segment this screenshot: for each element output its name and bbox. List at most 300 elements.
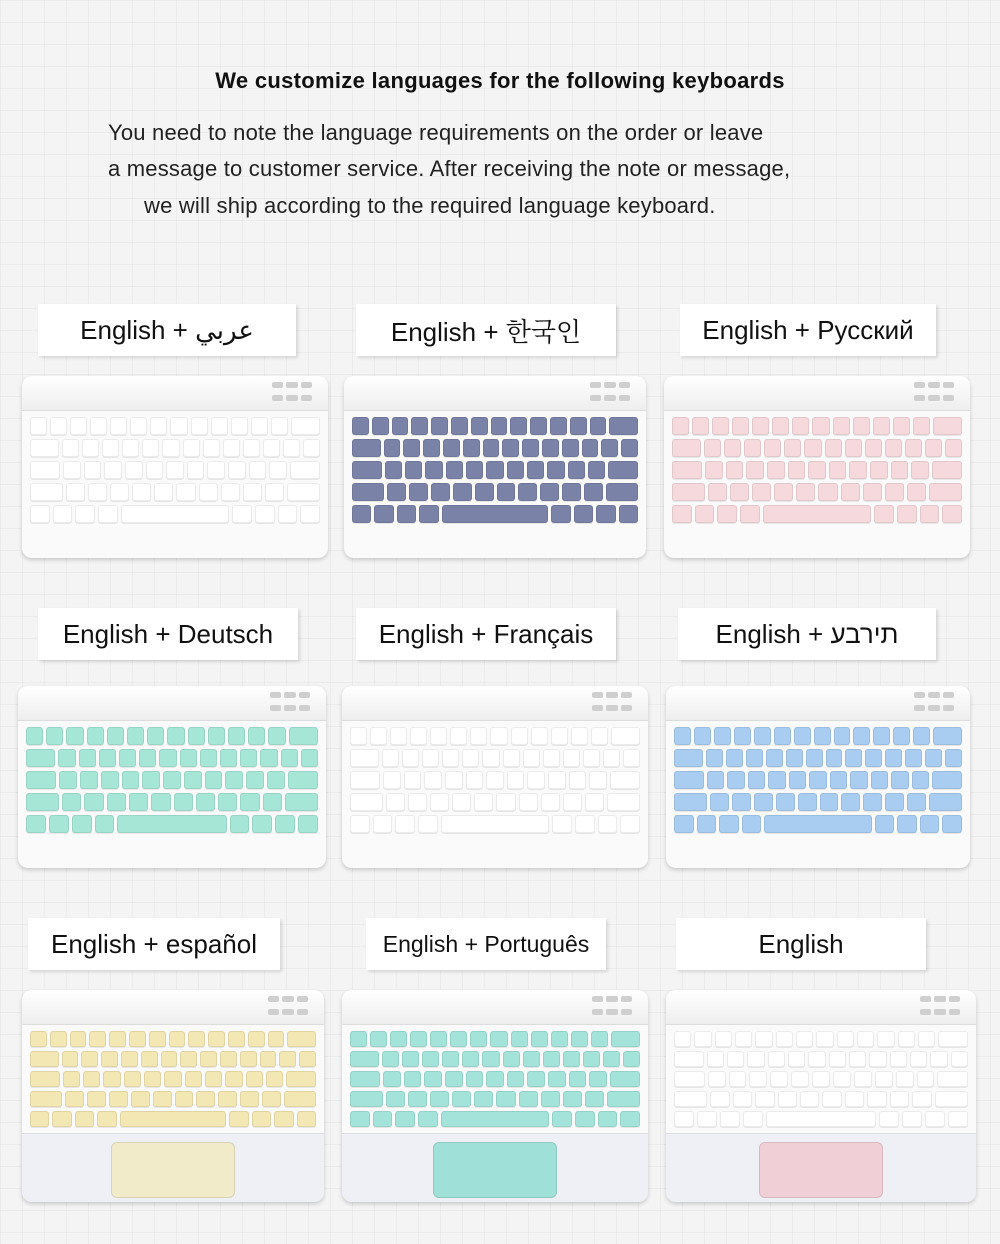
keyboard-key	[383, 1071, 401, 1087]
keyboard-key	[496, 793, 515, 811]
indicator-lights	[920, 996, 960, 1018]
keyboard-key	[798, 793, 817, 811]
keyboard-key	[743, 1111, 763, 1127]
language-label: English + Deutsch	[38, 608, 298, 660]
keyboard-top-bar	[342, 990, 648, 1025]
keyboard-image	[344, 376, 646, 558]
keyboard-key	[585, 793, 604, 811]
keyboard-key	[735, 1031, 752, 1047]
keyboard-key	[951, 1051, 968, 1067]
keyboard-key	[453, 483, 472, 501]
keyboard-key	[551, 1031, 568, 1047]
keyboard-key	[548, 1071, 566, 1087]
keyboard-image	[342, 686, 648, 868]
keyboard-key	[786, 749, 803, 767]
keyboard-key	[147, 727, 164, 745]
keyboard-key	[551, 727, 568, 745]
keyboard-key	[877, 1031, 894, 1047]
keyboard-key	[109, 1031, 126, 1047]
keyboard-key	[452, 793, 471, 811]
keyboard-key	[621, 439, 638, 457]
spacebar-key	[120, 1111, 227, 1127]
keyboard-key	[933, 727, 962, 745]
keyboard-key	[154, 483, 173, 501]
keyboard-key	[511, 727, 528, 745]
keyboard-key	[896, 1071, 914, 1087]
keyboard-key	[475, 483, 494, 501]
keyboard-key	[287, 1031, 316, 1047]
keyboard-key	[445, 771, 463, 789]
keyboard-key	[563, 793, 582, 811]
keyboard-key	[203, 439, 220, 457]
keyboard-image	[18, 686, 326, 868]
keyboard-key	[232, 505, 252, 523]
keyboard-key	[175, 1091, 194, 1107]
keyboard-key	[208, 727, 225, 745]
note-line-3: we will ship according to the required language keyboard.	[144, 193, 716, 218]
keyboard-key	[110, 483, 129, 501]
keyboard-key	[196, 1091, 215, 1107]
keyboard-key	[893, 417, 910, 435]
keyboard-key	[87, 1091, 106, 1107]
keyboard-key	[527, 771, 545, 789]
keyboard-key	[706, 749, 723, 767]
key-grid	[22, 411, 328, 529]
keyboard-key	[874, 505, 894, 523]
keyboard-key	[623, 1051, 640, 1067]
keyboard-key	[610, 771, 640, 789]
keyboard-key	[770, 1071, 788, 1087]
keyboard-key	[875, 1071, 893, 1087]
keyboard-top-bar	[666, 686, 970, 721]
key-grid	[342, 1025, 648, 1133]
keyboard-key	[913, 727, 930, 745]
keyboard-key	[387, 483, 406, 501]
keyboard-key	[267, 771, 285, 789]
keyboard-key	[710, 793, 729, 811]
spacebar-key	[117, 815, 226, 833]
spacebar-key	[442, 505, 549, 523]
language-label: English + Français	[356, 608, 616, 660]
keyboard-key	[99, 749, 116, 767]
keyboard-key	[942, 815, 962, 833]
keyboard-key	[297, 1111, 316, 1127]
keyboard-key	[268, 727, 285, 745]
keyboard-key	[845, 439, 862, 457]
keyboard-key	[121, 1051, 138, 1067]
keyboard-key	[717, 505, 737, 523]
keyboard-key	[726, 749, 743, 767]
keyboard-key	[466, 1071, 484, 1087]
keyboard-key	[350, 793, 383, 811]
keyboard-key	[26, 771, 56, 789]
keyboard-key	[278, 505, 298, 523]
keyboard-key	[623, 749, 640, 767]
spacebar-key	[441, 815, 549, 833]
keyboard-key	[543, 749, 560, 767]
keyboard-key	[788, 1051, 805, 1067]
keyboard-key	[382, 749, 399, 767]
keyboard-key	[104, 461, 122, 479]
keyboard-key	[166, 461, 184, 479]
keyboard-key	[390, 727, 407, 745]
keyboard-key	[507, 771, 525, 789]
keyboard-key	[404, 1071, 422, 1087]
key-grid	[18, 721, 326, 839]
keyboard-key	[925, 749, 942, 767]
keyboard-key	[26, 727, 43, 745]
keyboard-key	[352, 417, 369, 435]
keyboard-key	[229, 1111, 248, 1127]
keyboard-key	[747, 1051, 764, 1067]
keyboard-key	[80, 771, 98, 789]
keyboard-key	[674, 1071, 705, 1087]
keyboard-key	[350, 1091, 383, 1107]
keyboard-key	[531, 1031, 548, 1047]
keyboard-key	[66, 483, 85, 501]
keyboard-key	[50, 1031, 67, 1047]
keyboard-key	[507, 461, 524, 479]
keyboard-key	[252, 1111, 271, 1127]
spacebar-key	[121, 505, 229, 523]
keyboard-key	[131, 1091, 150, 1107]
keyboard-key	[174, 793, 193, 811]
keyboard-key	[729, 1071, 747, 1087]
touchpad-area	[666, 1133, 976, 1202]
keyboard-key	[260, 1051, 277, 1067]
keyboard-key	[611, 727, 640, 745]
keyboard-key	[727, 771, 744, 789]
keyboard-key	[778, 1091, 797, 1107]
keyboard-key	[246, 1071, 263, 1087]
keyboard-image	[666, 990, 976, 1202]
keyboard-key	[350, 1111, 370, 1127]
touchpad-area	[22, 1133, 324, 1202]
note-line-1: You need to note the language requirements on the order or leave	[108, 120, 764, 145]
keyboard-key	[471, 417, 488, 435]
keyboard-key	[486, 1071, 504, 1087]
keyboard-key	[430, 793, 449, 811]
keyboard-key	[830, 771, 847, 789]
indicator-lights	[592, 692, 632, 714]
keyboard-key	[502, 439, 519, 457]
keyboard-top-bar	[22, 990, 324, 1025]
keyboard-key	[352, 505, 371, 523]
keyboard-key	[932, 771, 962, 789]
keyboard-key	[395, 815, 415, 833]
keyboard-key	[101, 1051, 118, 1067]
keyboard-key	[845, 749, 862, 767]
keyboard-key	[547, 461, 564, 479]
keyboard-key	[268, 1031, 285, 1047]
keyboard-key	[248, 727, 265, 745]
keyboard-key	[451, 417, 468, 435]
keyboard-key	[603, 749, 620, 767]
keyboard-key	[869, 1051, 886, 1067]
keyboard-key	[418, 815, 438, 833]
keyboard-key	[749, 1071, 767, 1087]
keyboard-key	[598, 1111, 618, 1127]
keyboard-key	[139, 749, 156, 767]
keyboard-key	[697, 815, 717, 833]
keyboard-key	[483, 439, 500, 457]
keyboard-key	[470, 1031, 487, 1047]
keyboard-key	[72, 815, 92, 833]
keyboard-key	[548, 771, 566, 789]
language-label: English + Русский	[680, 304, 936, 356]
keyboard-key	[562, 439, 579, 457]
keyboard-key	[383, 771, 401, 789]
keyboard-key	[397, 505, 416, 523]
keyboard-key	[352, 483, 384, 501]
keyboard-key	[188, 1031, 205, 1047]
keyboard-key	[350, 1071, 380, 1087]
keyboard-key	[88, 483, 107, 501]
keyboard-key	[588, 461, 605, 479]
keyboard-key	[907, 483, 926, 501]
keyboard-key	[929, 793, 962, 811]
keyboard-key	[419, 505, 438, 523]
keyboard-key	[768, 1051, 785, 1067]
keyboard-key	[812, 1071, 830, 1087]
keyboard-key	[199, 483, 218, 501]
keyboard-key	[530, 417, 547, 435]
keyboard-key	[402, 1051, 419, 1067]
keyboard-key	[149, 1031, 166, 1047]
spacebar-key	[763, 505, 871, 523]
keyboard-key	[223, 439, 240, 457]
keyboard-key	[755, 1091, 774, 1107]
keyboard-key	[583, 1051, 600, 1067]
keyboard-key	[808, 461, 826, 479]
keyboard-key	[301, 749, 318, 767]
keyboard-key	[582, 439, 599, 457]
keyboard-key	[208, 1031, 225, 1047]
keyboard-key	[527, 461, 544, 479]
keyboard-key	[865, 749, 882, 767]
keyboard-key	[474, 1091, 493, 1107]
keyboard-key	[225, 771, 243, 789]
keyboard-key	[470, 727, 487, 745]
keyboard-key	[893, 727, 910, 745]
keyboard-key	[920, 505, 940, 523]
keyboard-key	[925, 439, 942, 457]
keyboard-key	[370, 727, 387, 745]
keyboard-key	[228, 461, 246, 479]
keyboard-key	[30, 1091, 62, 1107]
keyboard-key	[789, 771, 806, 789]
keyboard-key	[829, 1051, 846, 1067]
keyboard-key	[833, 1071, 851, 1087]
keyboard-key	[695, 505, 715, 523]
keyboard-key	[350, 1051, 379, 1067]
keyboard-key	[89, 1031, 106, 1047]
keyboard-key	[720, 1111, 740, 1127]
keyboard-key	[176, 483, 195, 501]
keyboard-key	[243, 439, 260, 457]
keyboard-key	[710, 1091, 729, 1107]
keyboard-key	[854, 1071, 872, 1087]
keyboard-top-bar	[342, 686, 648, 721]
keyboard-key	[129, 793, 148, 811]
keyboard-key	[816, 1031, 833, 1047]
keyboard-key	[102, 439, 119, 457]
keyboard-key	[755, 1031, 772, 1047]
keyboard-image	[666, 686, 970, 868]
keyboard-key	[674, 1051, 704, 1067]
keyboard-key	[200, 749, 217, 767]
keyboard-key	[897, 505, 917, 523]
keyboard-key	[430, 1091, 449, 1107]
keyboard-key	[596, 505, 615, 523]
keyboard-key	[598, 815, 618, 833]
keyboard-key	[575, 815, 595, 833]
keyboard-key	[551, 505, 570, 523]
keyboard-key	[569, 1071, 587, 1087]
keyboard-key	[589, 771, 607, 789]
keyboard-key	[395, 1111, 415, 1127]
keyboard-key	[833, 417, 850, 435]
keyboard-key	[79, 749, 96, 767]
keyboard-key	[163, 771, 181, 789]
keyboard-key	[672, 461, 702, 479]
keyboard-key	[510, 417, 527, 435]
keyboard-key	[752, 417, 769, 435]
touchpad-area	[342, 1133, 648, 1202]
keyboard-key	[411, 417, 428, 435]
keyboard-key	[674, 1031, 691, 1047]
keyboard-key	[403, 439, 420, 457]
keyboard-key	[863, 483, 882, 501]
keyboard-key	[620, 1111, 640, 1127]
keyboard-key	[431, 417, 448, 435]
keyboard-key	[442, 1051, 459, 1067]
keyboard-key	[26, 749, 55, 767]
keyboard-key	[286, 1071, 316, 1087]
keyboard-key	[124, 1071, 141, 1087]
keyboard-key	[674, 1111, 694, 1127]
keyboard-key	[806, 749, 823, 767]
keyboard-key	[291, 417, 320, 435]
keyboard-key	[26, 815, 46, 833]
keyboard-key	[196, 793, 215, 811]
keyboard-key	[912, 1091, 931, 1107]
keyboard-key	[243, 483, 262, 501]
keyboard-key	[794, 727, 811, 745]
keyboard-key	[373, 1111, 393, 1127]
keyboard-key	[890, 1051, 907, 1067]
keyboard-key	[127, 727, 144, 745]
keyboard-key	[30, 483, 63, 501]
keyboard-key	[820, 793, 839, 811]
keyboard-key	[410, 727, 427, 745]
keyboard-key	[853, 417, 870, 435]
keyboard-key	[95, 815, 115, 833]
keyboard-key	[584, 483, 603, 501]
keyboard-key	[246, 771, 264, 789]
keyboard-key	[370, 1031, 387, 1047]
keyboard-key	[898, 1031, 915, 1047]
keyboard-key	[266, 1071, 283, 1087]
keyboard-key	[281, 749, 298, 767]
keyboard-key	[692, 417, 709, 435]
keyboard-key	[142, 771, 160, 789]
keyboard-key	[672, 483, 705, 501]
keyboard-key	[101, 771, 119, 789]
keyboard-key	[543, 1051, 560, 1067]
keyboard-key	[184, 771, 202, 789]
keyboard-key	[385, 461, 402, 479]
keyboard-key	[871, 771, 888, 789]
keyboard-key	[218, 1091, 237, 1107]
keyboard-key	[845, 1091, 864, 1107]
keyboard-key	[188, 727, 205, 745]
keyboard-key	[867, 1091, 886, 1107]
keyboard-key	[542, 439, 559, 457]
keyboard-key	[352, 439, 381, 457]
keyboard-key	[263, 439, 280, 457]
keyboard-key	[496, 1091, 515, 1107]
keyboard-key	[804, 439, 821, 457]
keyboard-key	[26, 793, 59, 811]
keyboard-key	[422, 1051, 439, 1067]
indicator-lights	[270, 692, 310, 714]
keyboard-top-bar	[22, 376, 328, 411]
keyboard-key	[754, 793, 773, 811]
language-label: English + Português	[366, 918, 606, 970]
keyboard-key	[350, 749, 379, 767]
keyboard-key	[422, 749, 439, 767]
keyboard-key	[66, 727, 83, 745]
keyboard-key	[220, 1051, 237, 1067]
keyboard-key	[826, 749, 843, 767]
keyboard-key	[497, 483, 516, 501]
keyboard-key	[724, 439, 741, 457]
keyboard-image	[342, 990, 648, 1202]
keyboard-key	[767, 461, 785, 479]
keyboard-key	[50, 417, 67, 435]
keyboard-key	[30, 461, 60, 479]
keyboard-key	[822, 1091, 841, 1107]
keyboard-key	[187, 461, 205, 479]
keyboard-key	[746, 461, 764, 479]
keyboard-key	[382, 1051, 399, 1067]
keyboard-key	[70, 417, 87, 435]
keyboard-key	[98, 505, 118, 523]
keyboard-key	[748, 771, 765, 789]
keyboard-key	[110, 417, 127, 435]
keyboard-key	[30, 505, 50, 523]
keyboard-key	[674, 771, 704, 789]
keyboard-key	[511, 1031, 528, 1047]
keyboard-key	[350, 1031, 367, 1047]
keyboard-key	[541, 1091, 560, 1107]
keyboard-key	[873, 727, 890, 745]
keyboard-key	[81, 1051, 98, 1067]
keyboard-key	[352, 461, 382, 479]
keyboard-key	[180, 1051, 197, 1067]
keyboard-key	[153, 1091, 172, 1107]
keyboard-key	[65, 1091, 84, 1107]
keyboard-key	[733, 1091, 752, 1107]
keyboard-key	[727, 1051, 744, 1067]
keyboard-key	[30, 417, 47, 435]
page-title: We customize languages for the following keyboards	[215, 68, 785, 93]
keyboard-key	[575, 1111, 595, 1127]
keyboard-key	[776, 1031, 793, 1047]
keyboard-key	[70, 1031, 87, 1047]
keyboard-key	[619, 505, 638, 523]
